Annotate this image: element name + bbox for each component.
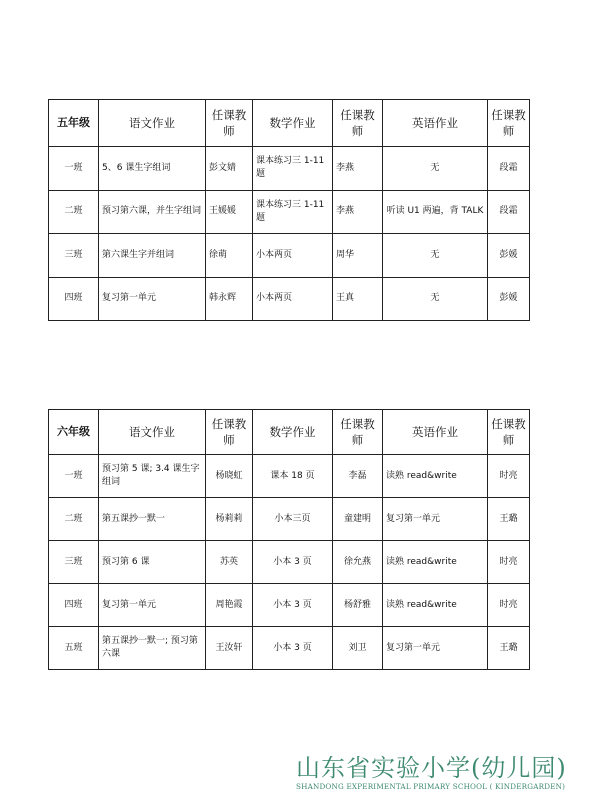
table-row xyxy=(49,277,530,321)
math-teacher: 杨舒雅 xyxy=(333,584,383,627)
class-name: 四班 xyxy=(49,277,99,321)
math-teacher: 李燕 xyxy=(333,190,383,234)
column-header-english: 英语作业 xyxy=(383,100,488,147)
english-homework: 读熟 read&write xyxy=(383,541,488,584)
chinese-teacher: 杨晓虹 xyxy=(206,455,253,498)
column-header-teacher: 任课教师 xyxy=(333,410,383,455)
english-teacher: 时亮 xyxy=(488,455,530,498)
table-row xyxy=(49,455,530,498)
chinese-homework: 复习第一单元 xyxy=(99,277,206,321)
column-header-math: 数学作业 xyxy=(253,100,333,147)
math-homework: 小本两页 xyxy=(253,234,333,278)
table-row xyxy=(49,147,530,191)
column-header-teacher: 任课教师 xyxy=(206,100,253,147)
class-name: 三班 xyxy=(49,234,99,278)
english-teacher: 王璐 xyxy=(488,627,530,670)
column-header-chinese: 语文作业 xyxy=(99,100,206,147)
chinese-homework: 复习第一单元 xyxy=(99,584,206,627)
math-homework: 小本 3 页 xyxy=(253,627,333,670)
math-teacher: 李燕 xyxy=(333,147,383,191)
chinese-teacher: 周艳霞 xyxy=(206,584,253,627)
math-homework: 课本练习三 1-11 题 xyxy=(253,147,333,191)
chinese-teacher: 王汝轩 xyxy=(206,627,253,670)
table-header-row xyxy=(49,100,530,147)
chinese-homework: 预习第 6 课 xyxy=(99,541,206,584)
math-homework: 小本两页 xyxy=(253,277,333,321)
math-teacher: 周华 xyxy=(333,234,383,278)
english-homework: 无 xyxy=(383,234,488,278)
chinese-homework: 预习第六课，并生字组词 xyxy=(99,190,206,234)
school-logo-chinese: 山东省实验小学(幼儿园) xyxy=(296,754,567,782)
column-header-teacher: 任课教师 xyxy=(488,100,530,147)
math-homework: 小本 3 页 xyxy=(253,584,333,627)
column-header-teacher: 任课教师 xyxy=(488,410,530,455)
column-header-teacher: 任课教师 xyxy=(333,100,383,147)
table-row xyxy=(49,190,530,234)
chinese-homework: 预习第 5 课; 3.4 课生字组词 xyxy=(99,455,206,498)
class-name: 一班 xyxy=(49,455,99,498)
english-teacher: 彭媛 xyxy=(488,277,530,321)
math-teacher: 刘卫 xyxy=(333,627,383,670)
chinese-teacher: 彭文婧 xyxy=(206,147,253,191)
class-name: 二班 xyxy=(49,190,99,234)
english-teacher: 彭媛 xyxy=(488,234,530,278)
english-teacher: 王璐 xyxy=(488,498,530,541)
chinese-homework: 5、6 课生字组词 xyxy=(99,147,206,191)
english-teacher: 时亮 xyxy=(488,584,530,627)
chinese-teacher: 苏英 xyxy=(206,541,253,584)
english-teacher: 时亮 xyxy=(488,541,530,584)
column-header-english: 英语作业 xyxy=(383,410,488,455)
math-homework: 课本练习三 1-11 题 xyxy=(253,190,333,234)
math-teacher: 童建明 xyxy=(333,498,383,541)
table-row xyxy=(49,541,530,584)
math-homework: 小本三页 xyxy=(253,498,333,541)
chinese-homework: 第五课抄一默一; 预习第六课 xyxy=(99,627,206,670)
english-homework: 听读 U1 两遍，背 TALK xyxy=(383,190,488,234)
column-header-math: 数学作业 xyxy=(253,410,333,455)
class-name: 一班 xyxy=(49,147,99,191)
grade-label: 五年级 xyxy=(49,100,99,147)
math-teacher: 王真 xyxy=(333,277,383,321)
chinese-homework: 第五课抄一默一 xyxy=(99,498,206,541)
table-row xyxy=(49,234,530,278)
chinese-homework: 第六课生字并组词 xyxy=(99,234,206,278)
chinese-teacher: 王媛媛 xyxy=(206,190,253,234)
grade5-homework-table xyxy=(48,99,530,321)
english-teacher: 段霜 xyxy=(488,190,530,234)
english-homework: 复习第一单元 xyxy=(383,498,488,541)
english-homework: 读熟 read&write xyxy=(383,455,488,498)
school-logo-english: SHANDONG EXPERIMENTAL PRIMARY SCHOOL ( KINDERGARDEN) xyxy=(296,782,566,791)
math-homework: 课本 18 页 xyxy=(253,455,333,498)
math-teacher: 李磊 xyxy=(333,455,383,498)
chinese-teacher: 杨莉莉 xyxy=(206,498,253,541)
chinese-teacher: 徐萌 xyxy=(206,234,253,278)
chinese-teacher: 韩永辉 xyxy=(206,277,253,321)
grade-label: 六年级 xyxy=(49,410,99,455)
english-homework: 无 xyxy=(383,147,488,191)
table-row xyxy=(49,498,530,541)
table-header-row xyxy=(49,410,530,455)
math-teacher: 徐允燕 xyxy=(333,541,383,584)
column-header-chinese: 语文作业 xyxy=(99,410,206,455)
column-header-teacher: 任课教师 xyxy=(206,410,253,455)
class-name: 二班 xyxy=(49,498,99,541)
english-homework: 无 xyxy=(383,277,488,321)
english-homework: 复习第一单元 xyxy=(383,627,488,670)
table-row xyxy=(49,584,530,627)
class-name: 三班 xyxy=(49,541,99,584)
math-homework: 小本 3 页 xyxy=(253,541,333,584)
english-teacher: 段霜 xyxy=(488,147,530,191)
class-name: 五班 xyxy=(49,627,99,670)
grade6-homework-table xyxy=(48,409,530,670)
table-row xyxy=(49,627,530,670)
english-homework: 读熟 read&write xyxy=(383,584,488,627)
class-name: 四班 xyxy=(49,584,99,627)
